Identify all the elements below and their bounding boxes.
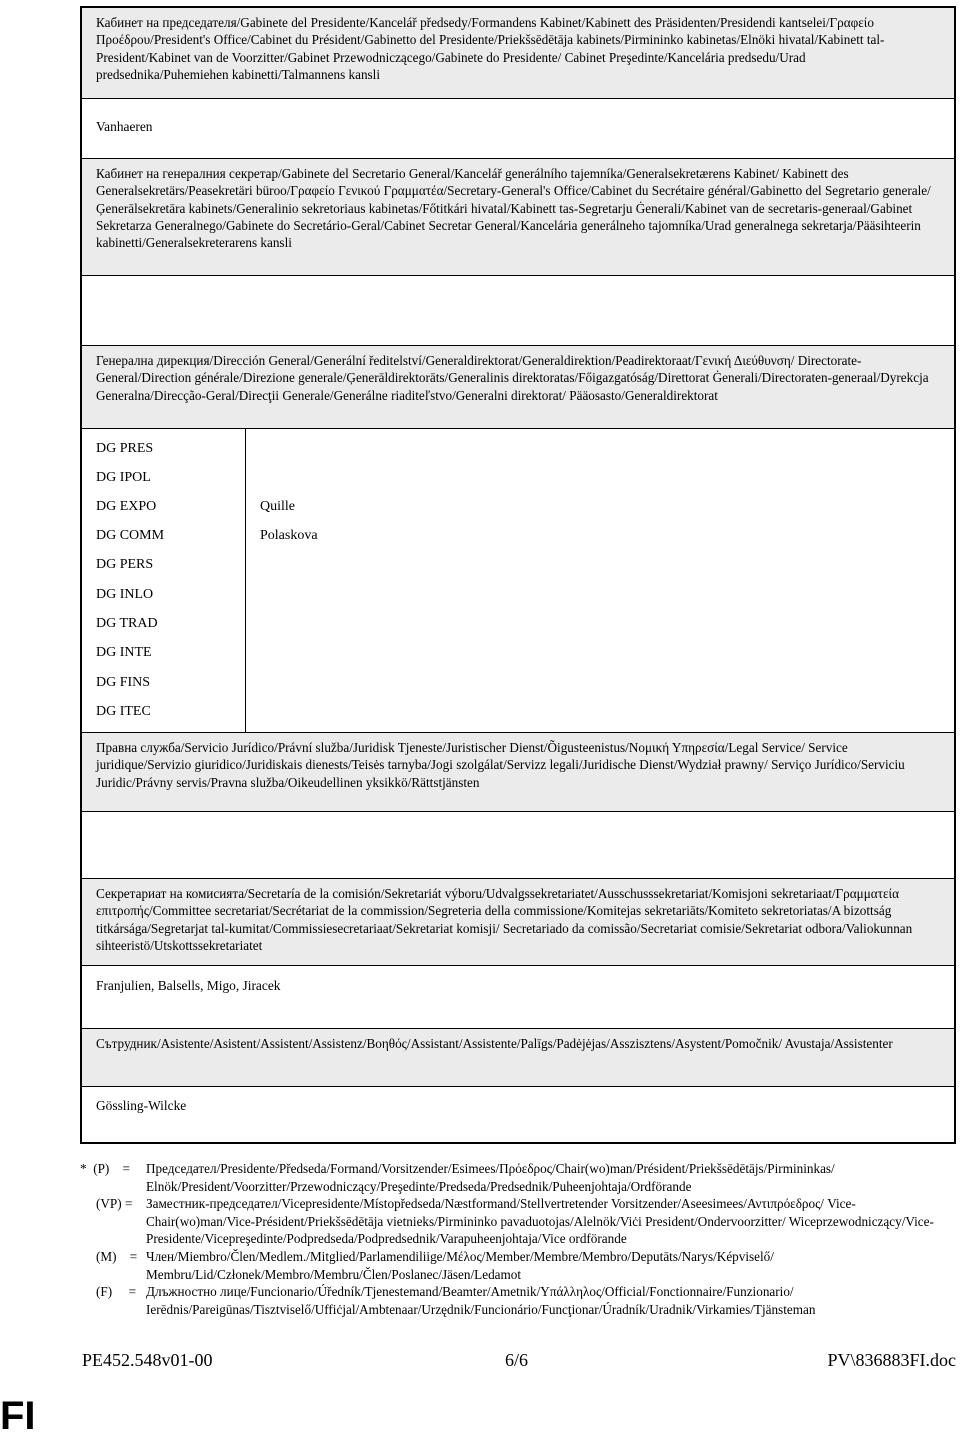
footnote-text: Председател/Presidente/Předseda/Formand/Vorsitzender/Esimees/Πρόεδρος/Chair(wo)man/Président/Priekšsēdētājs/Pirmininkas/ Elnök/President/Voorzitter/Przewodniczący/Preşedinte/Predseda/Predsednik/Puheenjohtaja/Ordförande: [146, 1161, 835, 1194]
footnote-president: [80, 1160, 956, 1195]
footnote-abbr: * (P) =: [80, 1161, 130, 1176]
footnote-text: Длъжностно лице/Funcionario/Úředník/Tjenestemand/Beamter/Ametnik/Υπάλληλος/Official/Fonctionnaire/Funzionario/ Ierēdnis/Pareigūnas/Tisztviselő/Uffiċjal/Ambtenaar/Urzędnik/Funcionário/Funcţionar/Úradník/Uradnik/Virkamies/Tjänsteman: [146, 1284, 816, 1317]
footnote-text: Член/Miembro/Člen/Medlem./Mitglied/Parlamendiliige/Μέλος/Member/Membre/Membro/Deputāts/Narys/Képviselő/ Membru/Lid/Członek/Membro/Membru/Člen/Poslanec/Jäsen/Ledamot: [146, 1248, 774, 1282]
directorates-general-list: [82, 429, 954, 733]
language-code: FI: [0, 1394, 36, 1438]
president-office-header: Кабинет на председателя/Gabinete del Presidente/Kancelář předsedy/Formandens Kabinet/Kabinett des Präsidenten/Presidendi kantselei/Γραφείο Προέδρου/President's Office/Cabinet du Président/Gabinetto del Presidente/Priekšsēdētāja kabinets/Pirmininko kabinetas/Elnöki hivatal/Kabinett tal-President/Kabinet van de Voorzitter/Gabinet Przewodniczącego/Gabinete do Presidente/ Cabinet Preşedinte/Kancelária predsedu/Urad predsednika/Puhemiehen kabinetti/Talmannens kansli: [82, 8, 954, 99]
document-reference: PE452.548v01-00: [82, 1350, 213, 1370]
assistants-header: Сътрудник/Asistente/Asistent/Assistent/Assistenz/Βοηθός/Assistant/Assistente/Palīgs/Padėjėjas/Asszisztens/Asystent/Pomočnik/ Avustaja/Assistenter: [82, 1029, 954, 1087]
secretary-general-office-header: Кабинет на генералния секретар/Gabinete del Secretario General/Kancelář generálního tajemníka/Generalsekretærens Kabinet/ Kabinett des Generalsekretärs/Peasekretäri büroo/Γραφείο Γενικού Γραμματέα/Secretary-General's Office/Cabinet du Secrétaire général/Gabinetto del Segretario generale/Ģenerālsekretāra kabinets/Generalinio sekretoriaus kabinetas/Főtitkári hivatal/Kabinett tas-Segretarju Ġenerali/Kabinet van de secretaris-generaal/Gabinet Sekretarza Generalnego/Gabinete do Secretário-Geral/Cabinet Secretar General/Kancelária generálneho tajomníka/Urad generalnega sekretarja/Pääsihteerin kabinetti/Generalsekreterarens kansli: [82, 159, 954, 276]
president-office-name: Vanhaeren: [96, 119, 153, 134]
dg-code: DG IPOL: [96, 470, 151, 485]
footnote-abbr: (VP) =: [96, 1196, 133, 1212]
dg-member-name: Quille: [260, 499, 295, 514]
footnote-abbr: (F) =: [96, 1284, 137, 1300]
president-office-cell: [82, 99, 954, 159]
committee-secretariat-cell: [82, 966, 954, 1029]
dg-code: DG TRAD: [96, 616, 158, 631]
dg-code: DG EXPO: [96, 499, 157, 514]
dg-code: DG PERS: [96, 557, 154, 572]
dg-code: DG PRES: [96, 441, 154, 456]
dg-code: DG FINS: [96, 675, 151, 690]
directorates-general-header: Генерална дирекция/Dirección General/Generální ředitelství/Generaldirektorat/Generaldirektion/Peadirektoraat/Γενική Διεύθυνση/ Directorate-General/Direction générale/Direzione generale/Ģenerāldirektorāts/Generalinis direktoratas/Főigazgatóság/Direttorat Ġenerali/Directoraten-generaal/Dyrekcja Generalna/Direcção-Geral/Direcţii Generale/Generálne riaditeľstvo/Generalni direktorat/ Pääosasto/Generaldirektorat: [82, 346, 954, 429]
footnote-text: Заместник-председател/Vicepresidente/Místopředseda/Næstformand/Stellvertretender Vorsitzender/Aseesimees/Αντιπρόεδρος/ Vice-Chair(wo)man/Vice-Président/Priekšsēdētāja vietnieks/Pirmininko pavaduotojas/Alelnök/Viċi President/Ondervoorzitter/ Wiceprzewodniczący/Vice-Presidente/Vicepreşedinte/Podpredseda/Podpredsednik/Varapuheenjohtaja/Vice ordförande: [146, 1196, 934, 1247]
assistants-name: Gössling-Wilcke: [96, 1098, 187, 1113]
committee-secretariat-names: Franjulien, Balsells, Migo, Jiracek: [96, 978, 281, 993]
dg-member-name: Polaskova: [260, 528, 318, 543]
assistants-cell: [82, 1087, 954, 1142]
footnote-vice-president: [80, 1195, 956, 1248]
page-number: 6/6: [505, 1350, 529, 1370]
dg-code: DG COMM: [96, 528, 165, 543]
footnote-member: [80, 1248, 956, 1283]
footnote-abbr: (M) =: [96, 1248, 138, 1264]
secretary-general-office-cell: [82, 276, 954, 346]
legal-service-header: Правна служба/Servicio Jurídico/Právní služba/Juridisk Tjeneste/Juristischer Dienst/Õigusteenistus/Νομική Υπηρεσία/Legal Service/ Service juridique/Servizio giuridico/Juridiskais dienests/Teisės tarnyba/Jogi szolgálat/Servizz legali/Juridische Dienst/Wydział prawny/ Serviço Jurídico/Serviciu Juridic/Právny servis/Pravna služba/Oikeudellinen yksikkö/Rättstjänsten: [82, 733, 954, 812]
footnotes: [80, 1160, 956, 1318]
footnote-official: [80, 1283, 956, 1318]
file-name: PV\836883FI.doc: [827, 1350, 956, 1370]
committee-secretariat-header: Секретариат на комисията/Secretaría de la comisión/Sekretariát výboru/Udvalgssekretariatet/Ausschusssekretariat/Komisjoni sekretariaat/Γραμματεία επιτροπής/Committee secretariat/Secrétariat de la commission/Segreteria della commissione/Komitejas sekretariāts/Komiteto sekretoriatas/A bizottság titkársága/Segretarjat tal-kumitat/Commissiesecretariaat/Sekretariat komisji/ Secretariado da comissão/Secretariat comisie/Sekretariat odbora/Valiokunnan sihteeristö/Utskottssekretariatet: [82, 879, 954, 966]
footnote-star: *: [80, 1161, 87, 1176]
dg-code: DG INTE: [96, 645, 152, 660]
dg-code: DG ITEC: [96, 704, 151, 719]
attendance-table: [80, 6, 956, 1144]
legal-service-cell: [82, 812, 954, 879]
dg-code: DG INLO: [96, 587, 154, 602]
